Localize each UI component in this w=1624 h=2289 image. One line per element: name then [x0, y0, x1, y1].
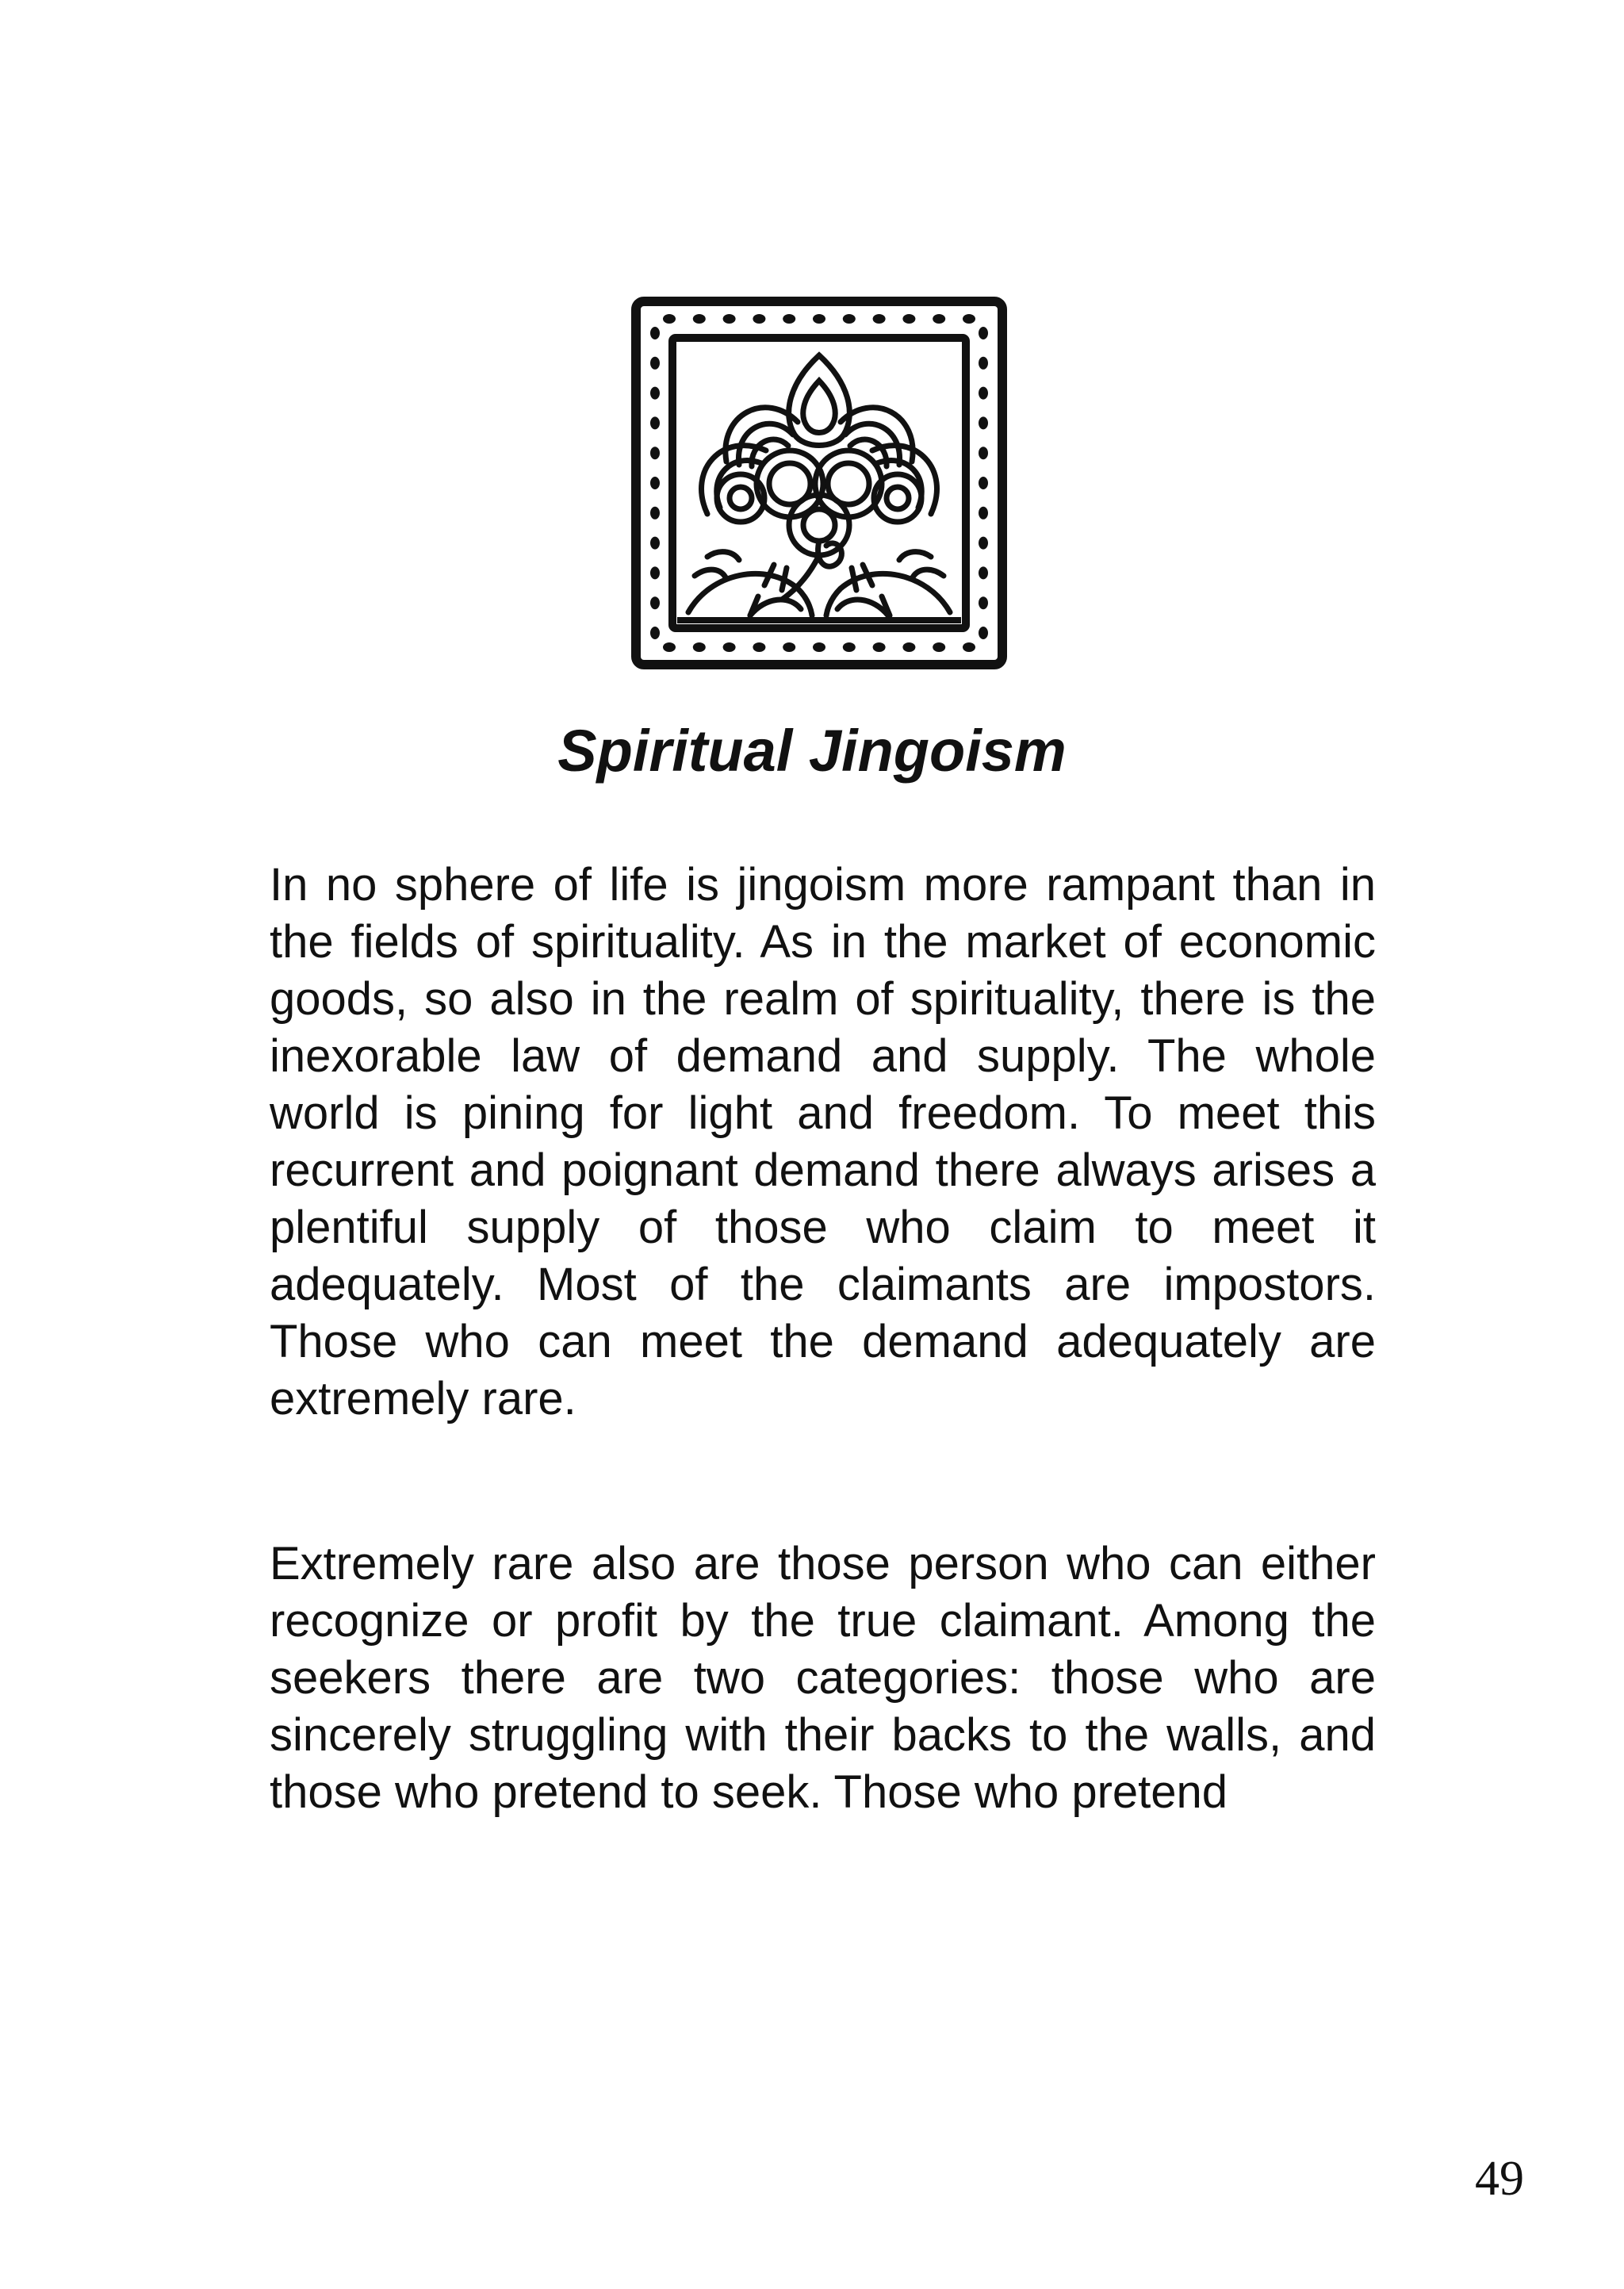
page-number: 49 — [1475, 2152, 1524, 2206]
paragraph-1: In no sphere of life is jingoism more rampant than in the fields of spirituality. As in the market of economic goods, so also in the realm of spirituality, there is the inexorable law of demand and supply. The whole world is pining for light and freedom. To meet this recurrent and poignant demand there always arises a plentiful supply of those who claim to meet it adequately. Most of the claimants are impostors. Those who can meet the demand adequately are extremely rare. — [270, 859, 1376, 1424]
floral-ornament-icon — [631, 295, 1007, 671]
page-title: Spiritual Jingoism — [557, 718, 1067, 784]
paragraph-2: Extremely rare also are those person who can either recognize or profit by the true claimant. Among the seekers there are two categories: those who are sincerely struggling with their backs to the walls, and those who pretend to seek. Those who pretend — [270, 1538, 1376, 1818]
